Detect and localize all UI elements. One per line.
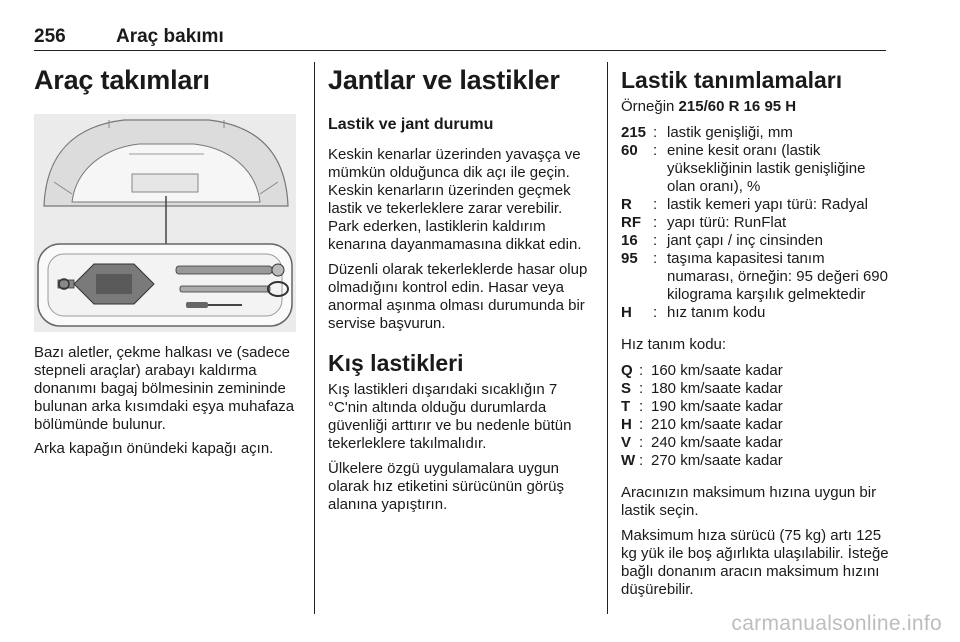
designation-row-separator: :: [653, 124, 658, 141]
designation-row-separator: :: [653, 304, 658, 321]
designation-row-separator: :: [653, 232, 658, 249]
speed-row: [621, 416, 889, 434]
designations-paragraph-2: Maksimum hıza sürücü (75 kg) artı 125 kg yük ile boş ağırlıkta ulaşılabilir. İsteğe bağlı donanım aracın maksimum hızını düşürebilir.: [621, 527, 889, 598]
speed-row-key: T: [621, 398, 631, 415]
speed-row-key: Q: [621, 362, 633, 379]
designation-row: [621, 304, 889, 322]
speed-row-value: 270 km/saate kadar: [651, 452, 783, 469]
winter-paragraph-2: Ülkelere özgü uygulamalara uygun olarak hız etiketini sürücünün görüş alanına yapıştırın.: [328, 460, 564, 513]
column-divider-1: [314, 62, 315, 614]
speed-row: [621, 452, 889, 470]
speed-row: [621, 380, 889, 398]
designation-row: [621, 196, 889, 214]
speed-row-value: 210 km/saate kadar: [651, 416, 783, 433]
speed-row-value: 160 km/saate kadar: [651, 362, 783, 379]
designation-row-key: 95: [621, 250, 638, 267]
winter-paragraph-1: Kış lastikleri dışarıdaki sıcaklığın 7 °C'nin altında olduğu durumlarda güvenliği arttırır ve bu nedenle bütün tekerleklere takılmalıdır.: [328, 381, 572, 452]
header-rule: [34, 50, 886, 51]
watermark: carmanualsonline.info: [731, 612, 942, 635]
designation-row-key: H: [621, 304, 632, 321]
speed-row-key: S: [621, 380, 632, 397]
designation-row-value: taşıma kapasitesi tanım numarası, örneğin: 95 değeri 690 kilograma karşılık gelmektedir: [667, 250, 888, 303]
column-wheels: [328, 60, 590, 514]
trunk-tools-illustration: [34, 114, 296, 332]
designation-list: [621, 124, 889, 322]
page-header: [34, 26, 886, 52]
designation-row: [621, 214, 889, 232]
column-divider-2: [607, 62, 608, 614]
designation-row-key: 16: [621, 232, 638, 249]
speed-row-separator: :: [639, 452, 644, 469]
designation-row-value: hız tanım kodu: [667, 304, 766, 321]
designation-row: [621, 124, 889, 142]
speed-row-separator: :: [639, 362, 644, 379]
designation-row-separator: :: [653, 196, 658, 213]
designation-row-key: 60: [621, 142, 638, 159]
designation-row: [621, 232, 889, 250]
speed-row: [621, 362, 889, 380]
example-value: 215/60 R 16 95 H: [678, 98, 797, 115]
speed-row-separator: :: [639, 434, 644, 451]
speed-row: [621, 434, 889, 452]
designation-row-key: RF: [621, 214, 641, 231]
tools-paragraph-1: Bazı aletler, çekme halkası ve (sadece stepneli araçlar) arabayı kaldırma donanımı bagaj bölmesinin zemininde bulunan arka kısımdaki eşya muhafaza bölümünde bulunur.: [34, 344, 295, 433]
example-label: Örneğin: [621, 98, 675, 115]
speed-row-separator: :: [639, 398, 644, 415]
wheels-heading: Jantlar ve lastikler: [328, 65, 560, 95]
designation-row: [621, 250, 889, 304]
condition-paragraph-1: Keskin kenarlar üzerinden yavaşça ve mümkün olduğunca dik açı ile geçin. Keskin kenarların üzerinden geçmek lastik ve tekerleklere zarar verebilir. Park ederken, lastiklerin kaldırım kenarına dayanmamasına dikkat edin.: [328, 146, 582, 253]
designations-heading: Lastik tanımlamaları: [621, 67, 843, 93]
speed-row-value: 190 km/saate kadar: [651, 398, 783, 415]
designation-row-value: lastik genişliği, mm: [667, 124, 793, 141]
speed-row-separator: :: [639, 416, 644, 433]
designation-row-separator: :: [653, 250, 658, 267]
speed-row-separator: :: [639, 380, 644, 397]
speed-row-value: 240 km/saate kadar: [651, 434, 783, 451]
column-tyre-designations: [621, 60, 889, 599]
designation-row-value: yapı türü: RunFlat: [667, 214, 787, 231]
section-title: Araç bakımı: [116, 26, 224, 47]
speed-row-key: W: [621, 452, 636, 469]
speed-code-list: [621, 362, 889, 470]
designation-row-separator: :: [653, 142, 658, 159]
speed-row: [621, 398, 889, 416]
example-line: [621, 98, 889, 116]
speed-row-key: V: [621, 434, 632, 451]
winter-tyres-heading: Kış lastikleri: [328, 350, 464, 376]
designation-row-key: R: [621, 196, 632, 213]
designation-row-value: jant çapı / inç cinsinden: [667, 232, 823, 249]
condition-subheading: Lastik ve jant durumu: [328, 116, 494, 133]
trunk-tools-svg: [34, 114, 296, 332]
designation-row-key: 215: [621, 124, 647, 141]
page-number: 256: [34, 26, 66, 47]
tools-paragraph-2: Arka kapağın önündeki kapağı açın.: [34, 440, 274, 457]
designation-row-value: lastik kemeri yapı türü: Radyal: [667, 196, 868, 213]
tools-heading: Araç takımları: [34, 65, 210, 95]
speed-row-key: H: [621, 416, 632, 433]
column-tools: [34, 60, 296, 458]
designation-row: [621, 142, 889, 196]
speed-row-value: 180 km/saate kadar: [651, 380, 783, 397]
designation-row-value: enine kesit oranı (lastik yüksekliğinin lastik genişliğine olan oranı), %: [667, 142, 866, 195]
speed-intro: Hız tanım kodu:: [621, 336, 727, 353]
designations-paragraph-1: Aracınızın maksimum hızına uygun bir lastik seçin.: [621, 484, 877, 519]
designation-row-separator: :: [653, 214, 658, 231]
condition-paragraph-2: Düzenli olarak tekerleklerde hasar olup olmadığını kontrol edin. Hasar veya anormal aşınma olması durumunda bir servise başvurun.: [328, 261, 588, 332]
